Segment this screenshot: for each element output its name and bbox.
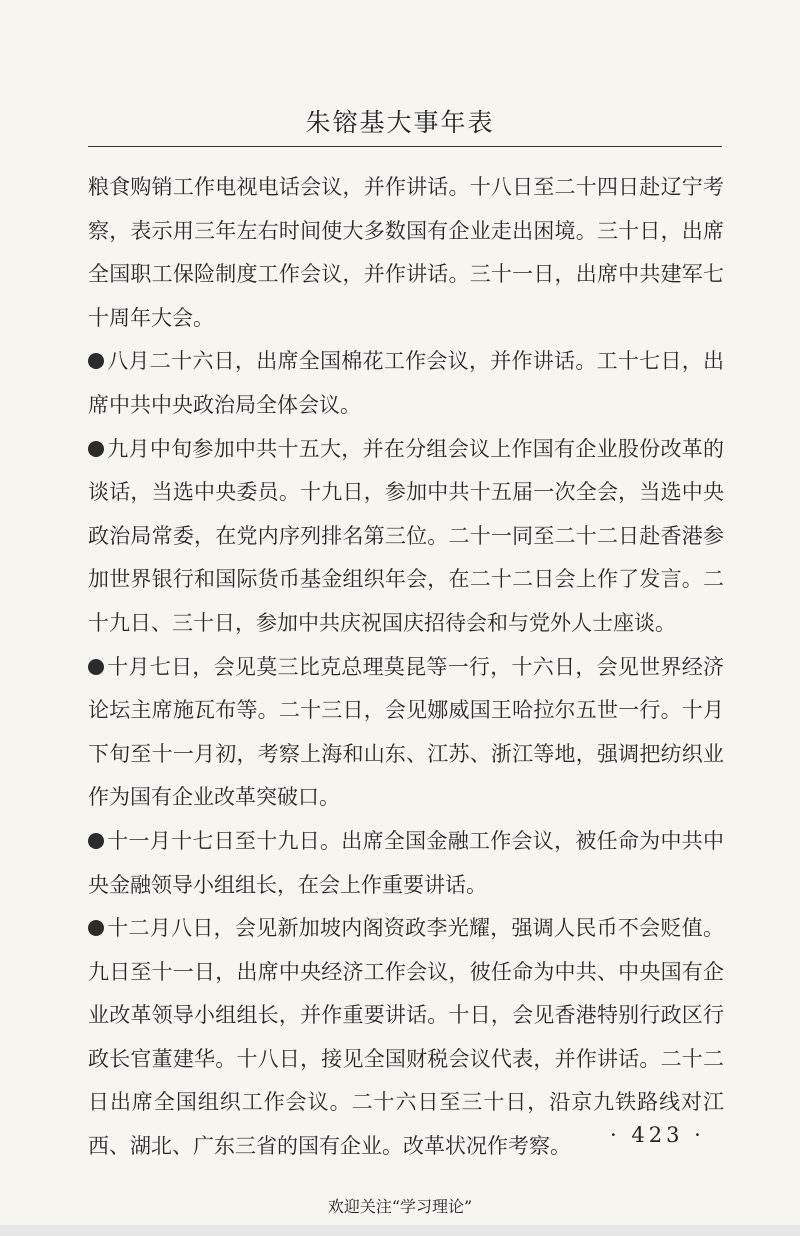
bullet-dot-icon bbox=[88, 833, 104, 849]
header-rule bbox=[88, 146, 722, 147]
paragraph-text: 十月七日，会见莫三比克总理莫昆等一行，十六日，会见世界经济论坛主席施瓦布等。二十三日，会见娜威国王哈拉尔五世一行。十月下旬至十一月初，考察上海和山东、江苏、浙江等地，强调把纺织业作为国有企业改革突破口。 bbox=[88, 654, 724, 810]
bullet-dot-icon bbox=[88, 441, 104, 457]
bullet-dot-icon bbox=[88, 920, 104, 936]
footer-note: 欢迎关注“学习理论” bbox=[327, 1197, 473, 1216]
paragraph-3 bbox=[88, 646, 724, 820]
paragraph-text: 八月二十六日，出席全国棉花工作会议，并作讲话。工十七日，出席中共中央政治局全体会议。 bbox=[88, 349, 724, 417]
bullet-dot-icon bbox=[88, 659, 104, 675]
paragraph-4 bbox=[88, 820, 724, 907]
paragraph-2 bbox=[88, 428, 724, 646]
paragraph-text: 十一月十七日至十九日。出席全国金融工作会议，被任命为中共中央金融领导小组组长，在会上作重要讲话。 bbox=[88, 828, 724, 897]
scan-bottom-band bbox=[0, 1225, 800, 1236]
paragraph-text: 九月中旬参加中共十五大，并在分组会议上作国有企业股份改革的谈话，当选中央委员。十九日，参加中共十五届一次全会，当选中央政治局常委，在党内序列排名第三位。二十一同至二十二日赴香港参加世界银行和国际货币基金组织年会，在二十二日会上作了发言。二十九日、三十日，参加中共庆祝国庆招待会和与党外人士座谈。 bbox=[88, 436, 724, 635]
paragraph-1 bbox=[88, 340, 724, 427]
paragraph-text: 粮食购销工作电视电话会议，并作讲话。十八日至二十四日赴辽宁考察，表示用三年左右时间使大多数国有企业走出困境。三十日，出席全国职工保险制度工作会议，并作讲话。三十一日，出席中共建军七十周年大会。 bbox=[88, 175, 724, 330]
bullet-dot-icon bbox=[88, 353, 104, 369]
page-number: · 423 · bbox=[610, 1123, 705, 1147]
chronology-text bbox=[88, 166, 724, 1169]
paragraph-text: 十二月八日，会见新加坡内阁资政李光耀，强调人民币不会贬值。九日至十一日，出席中央经济工作会议，彼任命为中共、中央国有企业改革领导小组组长，并作重要讲话。十日，会见香港特别行政区行政长官董建华。十八日，接见全国财税会议代表，并作讲话。二十二日出席全国组织工作会议。二十六日至三十日，沿京九铁路线对江西、湖北、广东三省的国有企业。改革状况作考察。 bbox=[88, 916, 724, 1159]
paragraph-0 bbox=[88, 166, 724, 340]
running-header-title: 朱镕基大事年表 bbox=[305, 108, 495, 137]
